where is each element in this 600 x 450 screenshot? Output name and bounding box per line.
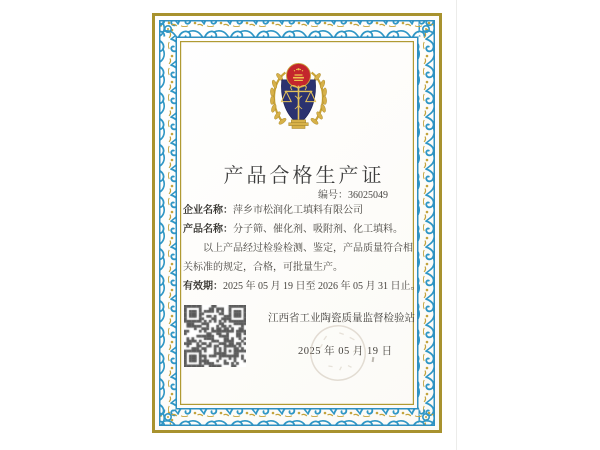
validity-label: 有效期： <box>183 281 223 292</box>
industry-commerce-emblem-icon <box>262 58 335 138</box>
serial-number: 36025049 <box>348 190 388 201</box>
serial-number-row <box>318 186 388 201</box>
field-label: 产品名称： <box>183 224 233 235</box>
certificate-title: 产品合格生产证 <box>223 165 385 187</box>
qr-code <box>184 305 246 367</box>
field-product-name <box>183 220 416 239</box>
field-value: 萍乡市松润化工填料有限公司 <box>233 205 363 216</box>
statement-line-1: 以上产品经过检验检测、鉴定，产品质量符合相 <box>203 243 413 254</box>
certificate-body <box>183 201 421 296</box>
emblem-base <box>289 120 309 129</box>
photo-page-edge <box>456 0 457 450</box>
issuer-name: 江西省工业陶瓷质量监督检验站 <box>268 313 415 324</box>
statement-line-2: 关标准的规定，合格，可批量生产。 <box>183 262 343 273</box>
serial-label: 编号： <box>318 190 348 201</box>
validity-value: 2025 年 05 月 19 日至 2026 年 05 月 31 日止。 <box>223 281 421 292</box>
field-value: 分子筛、催化剂、吸附剂、化工填料。 <box>233 224 403 235</box>
issue-date: 2025 年 05 月 19 日 <box>298 346 393 357</box>
validity-row <box>183 277 421 296</box>
field-label: 企业名称： <box>183 205 233 216</box>
certificate <box>152 13 442 433</box>
field-enterprise-name <box>183 201 416 220</box>
